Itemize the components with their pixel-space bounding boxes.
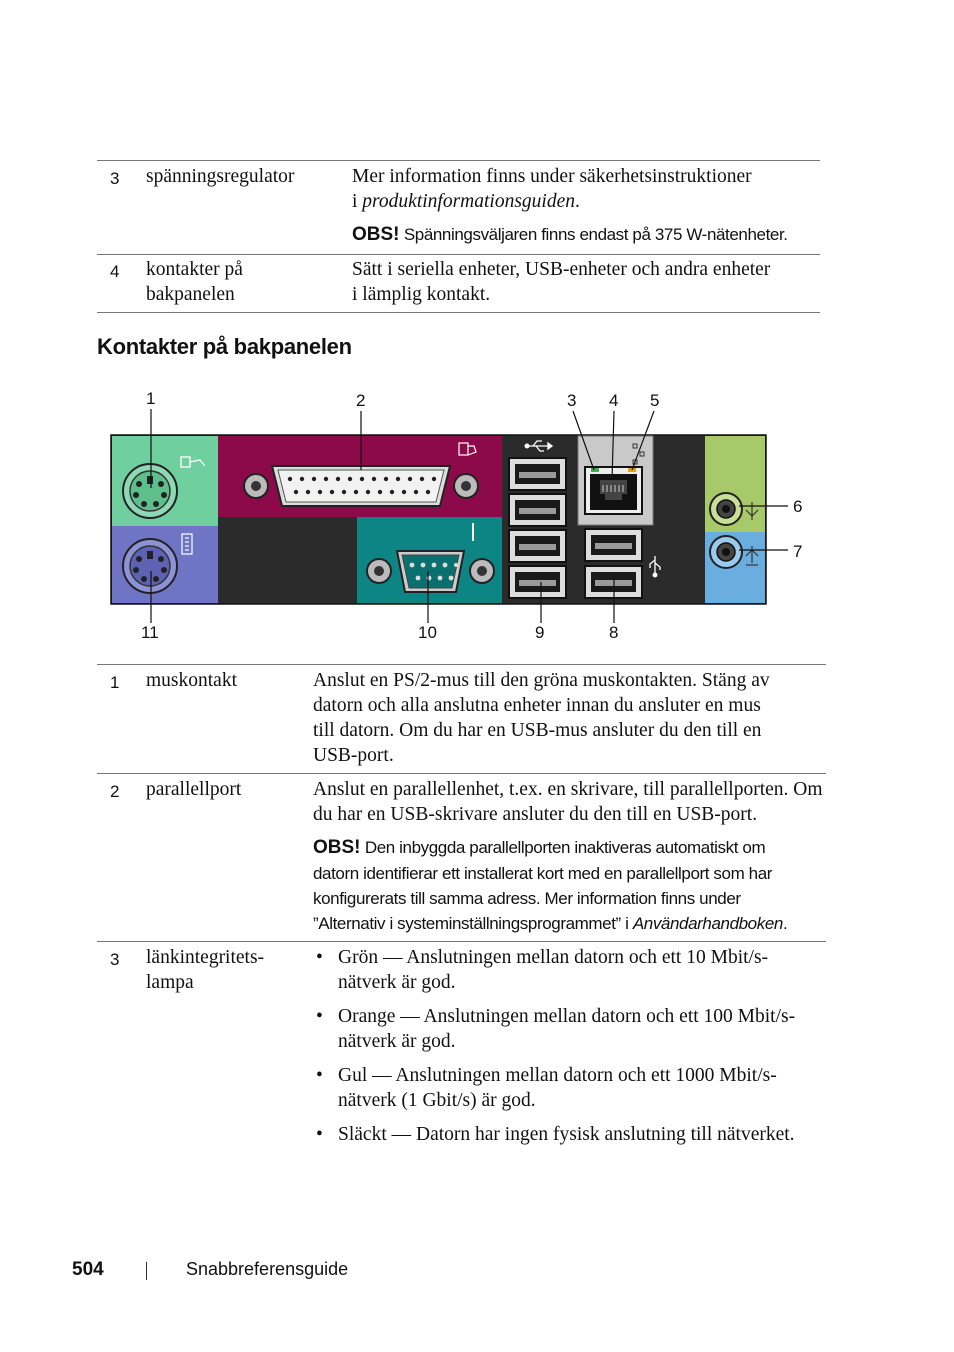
network-connector xyxy=(585,467,642,514)
top-row4-name-line2: bakpanelen xyxy=(146,284,235,305)
top-row4-name-line1: kontakter på xyxy=(146,259,243,280)
bullet-off xyxy=(316,1122,795,1147)
row1-line1: Anslut en PS/2-mus till den gröna muskontakten. Stäng av xyxy=(313,670,770,691)
top-row4-desc-line1: Sätt i seriella enheter, USB-enheter och andra enheter xyxy=(352,259,771,280)
row2-note-line4 xyxy=(313,911,787,936)
page-number: 504 xyxy=(72,1259,104,1280)
top-row4-number: 4 xyxy=(110,262,120,281)
top-row3-name: spänningsregulator xyxy=(146,166,295,187)
bullet-dot: • xyxy=(316,1124,323,1145)
bottom-table-rule-1 xyxy=(97,773,826,774)
row2-note-last-prefix: ”Alternativ i systeminställningsprogrammet” i xyxy=(313,914,633,933)
callout-6: 6 xyxy=(793,497,803,516)
bullet-orange xyxy=(316,1004,796,1054)
bullet-dot: • xyxy=(316,1065,323,1086)
row1-line2: datorn och alla anslutna enheter innan du ansluter en mus xyxy=(313,695,761,716)
note-label: OBS! xyxy=(352,224,400,245)
row1-line4: USB-port. xyxy=(313,745,394,766)
bottom-table-rule-top xyxy=(97,664,826,665)
callout-11: 11 xyxy=(141,623,159,642)
top-row3-desc-line2 xyxy=(352,189,580,214)
guide-title: produktinformationsguiden xyxy=(362,191,575,212)
callout-7: 7 xyxy=(793,542,803,561)
callout-3: 3 xyxy=(567,391,577,410)
footer-separator xyxy=(146,1262,147,1280)
row2-note-text-1: Den inbyggda parallellporten inaktiveras automatiskt om xyxy=(360,838,766,857)
top-row3-number: 3 xyxy=(110,169,120,188)
bullet-orange-line2: nätverk är god. xyxy=(338,1031,456,1052)
row3-name-line2: lampa xyxy=(146,972,194,993)
row2-note-book-title: Användarhandboken xyxy=(632,914,783,933)
top-table-rule-top xyxy=(97,160,820,161)
back-panel-illustration xyxy=(0,380,954,650)
callout-5: 5 xyxy=(650,391,660,410)
bullet-green-line2: nätverk är god. xyxy=(338,972,456,993)
top-table-rule-bottom xyxy=(97,312,820,313)
ps2-mouse-connector xyxy=(123,464,177,518)
ps2-keyboard-connector xyxy=(123,539,177,593)
line-out-jack xyxy=(710,493,742,525)
row2-name: parallellport xyxy=(146,779,242,800)
bottom-table-rule-2 xyxy=(97,941,826,942)
top-table-rule-mid xyxy=(97,254,820,255)
callout-1: 1 xyxy=(146,389,156,408)
top-row4-desc-line2: i lämplig kontakt. xyxy=(352,284,491,305)
bullet-green xyxy=(316,945,769,995)
row2-note-last-suffix: . xyxy=(782,914,788,933)
bullet-yellow xyxy=(316,1063,777,1113)
row2-line2: du har en USB-skrivare ansluter du den till en USB-port. xyxy=(313,804,758,825)
footer-title: Snabbreferensguide xyxy=(186,1259,349,1279)
line-in-jack xyxy=(710,536,742,568)
section-title: Kontakter på bakpanelen xyxy=(97,334,352,359)
bullet-off-line1: Släckt — Datorn har ingen fysisk anslutning till nätverket. xyxy=(338,1124,795,1145)
bullet-dot: • xyxy=(316,947,323,968)
row2-note-label: OBS! xyxy=(313,837,361,858)
callout-2: 2 xyxy=(356,391,366,410)
row2-number: 2 xyxy=(110,782,120,801)
bullet-green-line1: Grön — Anslutningen mellan datorn och ett 10 Mbit/s- xyxy=(338,947,769,968)
row2-note-line2: datorn identifierar ett installerat kort med en parallellport som har xyxy=(313,864,773,883)
row3-number: 3 xyxy=(110,950,120,969)
callout-10: 10 xyxy=(418,623,437,642)
serial-icon xyxy=(472,523,474,541)
desc-suffix: . xyxy=(575,191,580,212)
row2-note-line3: konfigurerats till samma adress. Mer information finns under xyxy=(313,889,741,908)
desc-prefix: i xyxy=(352,191,363,212)
row1-name: muskontakt xyxy=(146,670,237,691)
callout-8: 8 xyxy=(609,623,619,642)
row2-note-line1 xyxy=(313,835,765,860)
bullet-yellow-line2: nätverk (1 Gbit/s) är god. xyxy=(338,1090,536,1111)
row1-line3: till datorn. Om du har en USB-mus ansluter du den till en xyxy=(313,720,762,741)
row2-line1: Anslut en parallellenhet, t.ex. en skrivare, till parallellporten. Om xyxy=(313,779,823,800)
bullet-yellow-line1: Gul — Anslutningen mellan datorn och ett 1000 Mbit/s- xyxy=(338,1065,777,1086)
callout-4: 4 xyxy=(609,391,619,410)
row1-number: 1 xyxy=(110,673,120,692)
top-row3-note xyxy=(352,222,788,247)
note-text: Spänningsväljaren finns endast på 375 W-nätenheter. xyxy=(399,225,788,244)
row3-name-line1: länkintegritets- xyxy=(146,947,265,968)
bullet-orange-line1: Orange — Anslutningen mellan datorn och ett 100 Mbit/s- xyxy=(338,1006,796,1027)
top-row3-desc-line1: Mer information finns under säkerhetsinstruktioner xyxy=(352,166,752,187)
callout-9: 9 xyxy=(535,623,545,642)
bullet-dot: • xyxy=(316,1006,323,1027)
